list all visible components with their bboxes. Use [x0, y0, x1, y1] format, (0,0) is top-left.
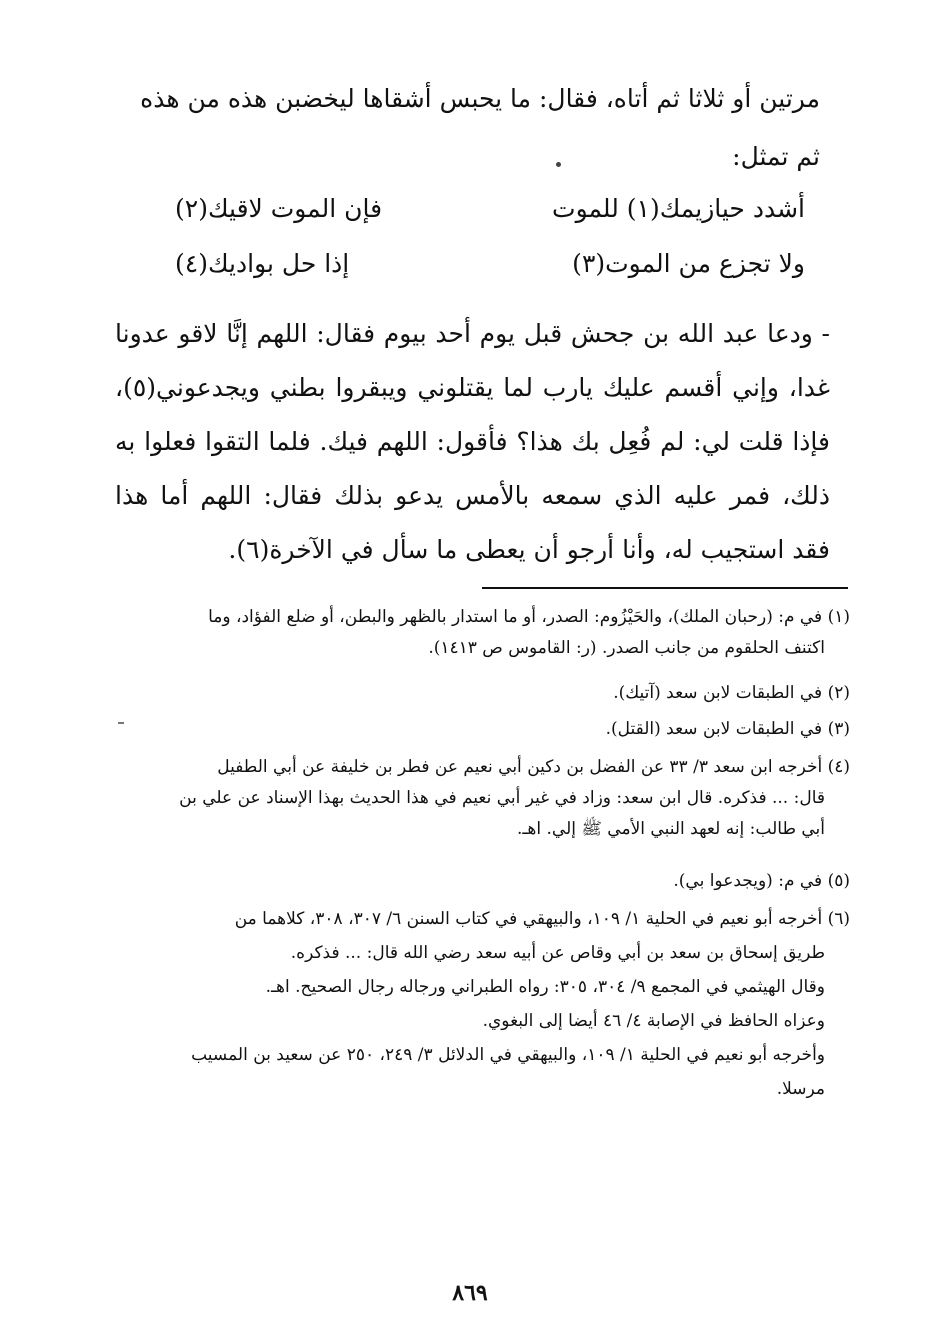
verse1-second-hemistich: فإن الموت لاقيك(٢): [175, 193, 383, 223]
footnote-6-line-d: وعزاه الحافظ في الإصابة ٤/ ٤٦ أيضا إلى البغوي.: [482, 1011, 825, 1031]
footnote-1-line-a: (١) في م: (رحبان الملك)، والحَيْزُوم: الصدر، أو ما استدار بالظهر والبطن، أو ضلع الفؤاد، وما: [208, 607, 850, 627]
footnote-separator: [482, 587, 848, 589]
abdullah-paragraph-text: - ودعا عبد الله بن جحش قبل يوم أحد بيوم فقال: اللهم إنَّا لاقو عدونا غدا، وإني أقسم عليك يارب لما يقتلوني ويبقروا بطني ويجدعوني(٥)، فإذا قلت لي: لم فُعِل بك هذا؟ فأقول: اللهم فيك. فلما التقوا فعلوا به ذلك، فمر عليه الذي سمعه بالأمس يدعو بذلك فقال: اللهم أما هذا فقد استجيب له، وأنا أرجو أن يعطى ما سأل في الآخرة(٦).: [115, 319, 830, 564]
verse-line-1: [175, 183, 805, 233]
footnote-4-line-b: قال: ... فذكره. قال ابن سعد: وزاد في غير أبي نعيم في هذا الحديث بهذا الإسناد عن علي بن: [179, 788, 825, 808]
footnote-6-line-e: وأخرجه أبو نعيم في الحلية ١/ ١٠٩، والبيهقي في الدلائل ٣/ ٢٤٩، ٢٥٠ عن سعيد بن المسيب: [191, 1045, 825, 1065]
verse2-first-hemistich: ولا تجزع من الموت(٣): [572, 248, 805, 278]
intro-line-text: مرتين أو ثلاثا ثم أتاه، فقال: ما يحبس أشقاها ليخضبن هذه من هذه: [140, 84, 820, 113]
footnote-3: [120, 714, 850, 745]
footnote-1-line-b: اكتنف الحلقوم من جانب الصدر. (ر: القاموس ص ١٤١٣).: [428, 638, 825, 658]
page-number: ٨٦٩: [452, 1280, 488, 1306]
footnote-2-text: (٢) في الطبقات لابن سعد (آتيك).: [613, 683, 850, 703]
abdullah-paragraph: [115, 307, 830, 577]
verse-line-2: [175, 238, 805, 288]
footnote-6-line-f: مرسلا.: [776, 1079, 825, 1099]
footnote-6-line-a: (٦) أخرجه أبو نعيم في الحلية ١/ ١٠٩، والبيهقي في كتاب السنن ٦/ ٣٠٧، ٣٠٨، كلاهما من: [234, 909, 850, 929]
footnote-4-line-a: (٤) أخرجه ابن سعد ٣/ ٣٣ عن الفضل بن دكين أبي نعيم عن فطر بن خليفة عن أبي الطفيل: [217, 757, 850, 777]
footnote-1: [120, 602, 850, 664]
footnote-6: [120, 902, 850, 1106]
tamaththal-text: ثم تمثل:: [732, 142, 820, 171]
footnote-5-text: (٥) في م: (ويجدعوا بي).: [673, 871, 850, 891]
scan-speck: [118, 722, 124, 724]
footnote-6-line-b: طريق إسحاق بن سعد بن أبي وقاص عن أبيه سعد رضي الله قال: ... فذكره.: [290, 943, 825, 963]
intro-line: [120, 70, 820, 128]
tamaththal-line: [120, 128, 820, 186]
footnote-5: [120, 866, 850, 897]
footnote-6-line-c: وقال الهيثمي في المجمع ٩/ ٣٠٤، ٣٠٥: رواه الطبراني ورجاله رجال الصحيح. اهـ.: [265, 977, 825, 997]
footnote-3-text: (٣) في الطبقات لابن سعد (القتل).: [605, 719, 850, 739]
scan-speck: [556, 162, 561, 167]
footnote-2: [120, 678, 850, 709]
verse1-first-hemistich: أشدد حيازيمك(١) للموت: [552, 193, 805, 223]
footnote-4: [120, 752, 850, 845]
verse2-second-hemistich: إذا حل بواديك(٤): [175, 248, 350, 278]
footnote-4-line-c: أبي طالب: إنه لعهد النبي الأمي ﷺ إلي. اهـ.: [517, 819, 825, 839]
